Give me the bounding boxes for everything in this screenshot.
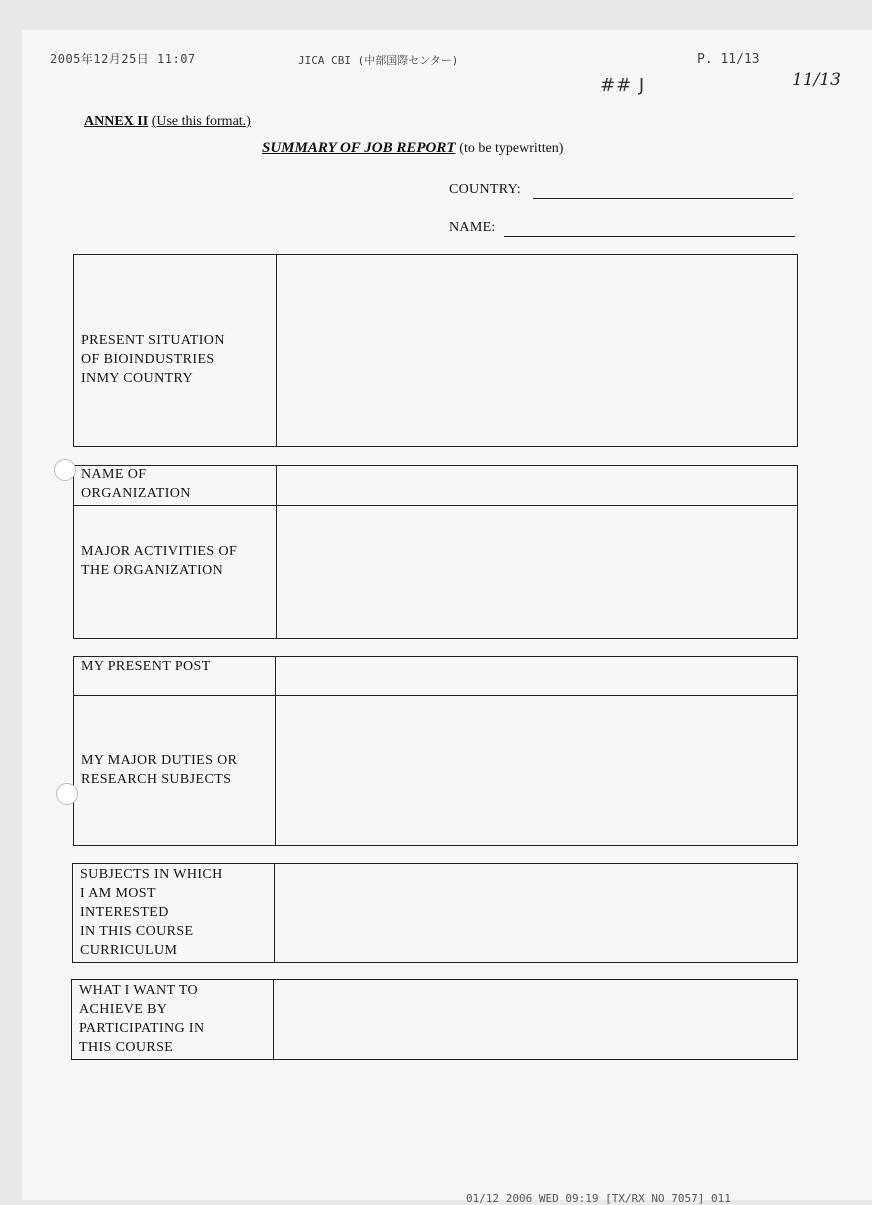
major-activities-label: MAJOR ACTIVITIES OF THE ORGANIZATION (81, 544, 238, 578)
want-to-achieve-input[interactable] (275, 981, 796, 1058)
present-situation-input[interactable] (278, 256, 796, 445)
form-title-main: SUMMARY OF JOB REPORT (262, 140, 456, 156)
organization-name-input[interactable] (278, 467, 796, 504)
present-post-label: MY PRESENT POST (81, 659, 211, 674)
handwritten-mark: ## J (600, 75, 646, 96)
name-label: NAME: (449, 220, 496, 235)
annex-heading (84, 114, 251, 130)
row-divider (73, 505, 798, 506)
column-divider (275, 656, 276, 846)
punch-hole (54, 459, 76, 481)
subjects-interested-input[interactable] (276, 865, 796, 961)
handwritten-page-fraction: 11/13 (792, 70, 841, 90)
fax-footer: 01/12 2006 WED 09:19 [TX/RX NO 7057] 011 (466, 1192, 731, 1205)
fax-timestamp: 2005年12月25日 11:07 (50, 52, 196, 66)
major-duties-label: MY MAJOR DUTIES OR RESEARCH SUBJECTS (81, 753, 238, 787)
major-activities-input[interactable] (278, 507, 796, 637)
annex-label: ANNEX II (84, 114, 149, 129)
country-label: COUNTRY: (449, 182, 521, 197)
column-divider (276, 465, 277, 639)
country-underline (533, 198, 793, 199)
present-situation-label: PRESENT SITUATION OF BIOINDUSTRIES INMY COUNTRY (81, 333, 225, 386)
annex-note: (Use this format.) (151, 114, 251, 129)
name-field[interactable] (449, 220, 496, 236)
row-divider (73, 695, 798, 696)
fax-page-number: P. 11/13 (697, 52, 760, 67)
present-post-input[interactable] (277, 658, 796, 694)
form-title (262, 140, 563, 157)
name-underline (504, 236, 795, 237)
country-field[interactable] (449, 182, 521, 198)
column-divider (273, 979, 274, 1060)
organization-name-label: NAME OF ORGANIZATION (81, 467, 191, 501)
punch-hole (56, 783, 78, 805)
want-to-achieve-label: WHAT I WANT TO ACHIEVE BY PARTICIPATING IN THIS COURSE (79, 983, 205, 1055)
subjects-interested-label: SUBJECTS IN WHICH I AM MOST INTERESTED IN THIS COURSE CURRICULUM (80, 867, 223, 958)
form-title-note: (to be typewritten) (459, 141, 564, 156)
fax-organization: JICA CBI (中部国際センター) (298, 54, 459, 67)
column-divider (276, 254, 277, 447)
major-duties-input[interactable] (277, 697, 796, 844)
column-divider (274, 863, 275, 963)
